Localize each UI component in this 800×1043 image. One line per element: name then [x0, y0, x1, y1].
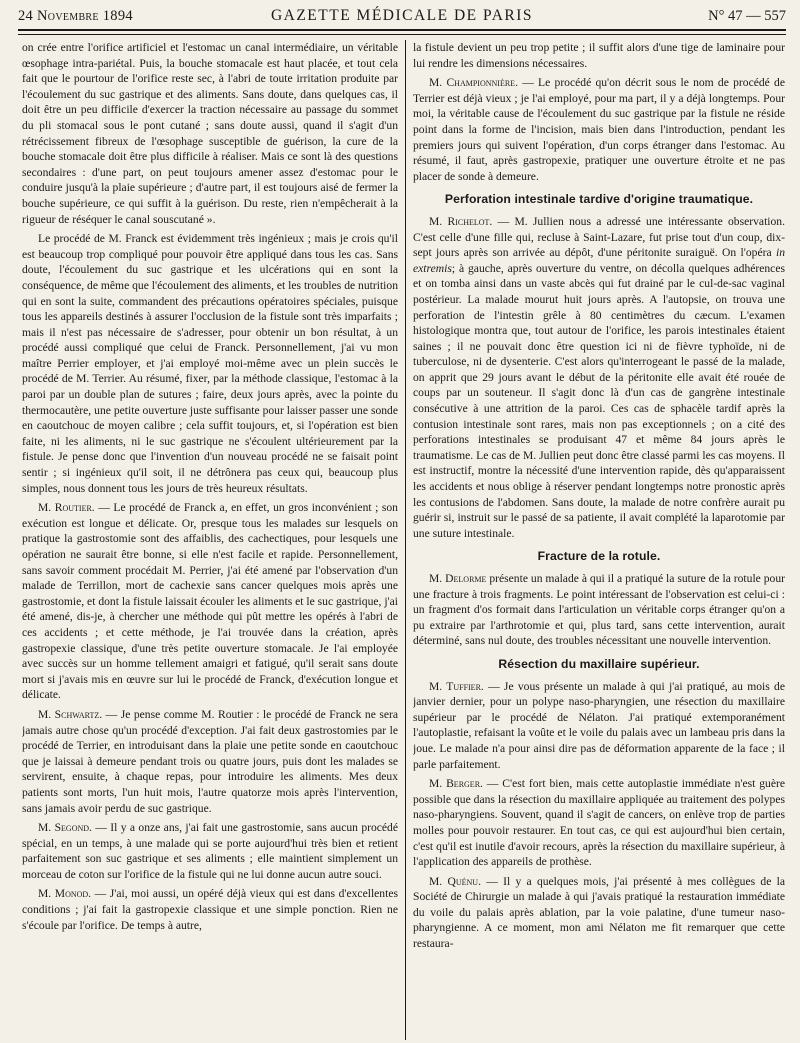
- header-rule-thin: [18, 34, 786, 35]
- section-heading: Perforation intestinale tardive d'origine traumatique.: [444, 192, 754, 207]
- paragraph-text: ; à gauche, après ouverture du ventre, on décolla quelques adhérences et on tomba ainsi dans un vaste abcès qui fut drainé par le cul-de-sac vaginal postérieur. La malade mourut huit jours après. A l'autopsie, on trouva une perforation de l'intestin grêle à 80 centimètres du cæcum. L'examen histologique montra que, tout autour de l'orifice, les parois intestinales étaient saines ; il ne pouvait donc être question ici ni de fièvre typhoïde, ni de tuberculose, ni de dysenterie. C'est alors qu'interrogeant le passé de la malade, on apprit que 29 jours avant le début de la péritonite elle avait été rouée de coups par un souteneur. Il s'agit donc là d'un cas de gangrène intestinale consécutive à une attrition de la paroi. Ces cas de sphacèle tardif après la contusion intestinale sont rares, mais non pas exceptionnels ; on a cité des perforations intestinales se produisant 47 et même 84 jours après le traumatisme. Le cas de M. Jullien peut donc être classé parmi les cas moyens. Il est instructif, montre la nécessité d'une intervention rapide, dès qu'apparaissent les accidents et nous oblige à réserver pendant longtemps notre pronostic après les contusions de l'abdomen. Sans doute, la malade de notre confrère aurait pu guérir si, instruit sur le passé de sa patiente, il avait complété la laparotomie par une suture intestinale.: [413, 261, 785, 540]
- header-rule-thick: [18, 29, 786, 31]
- paragraph: [413, 214, 785, 541]
- paragraph: [22, 886, 398, 933]
- paragraph: [413, 776, 785, 870]
- paragraph-text: — Le procédé de Franck a, en effet, un gros inconvénient ; son exécution est longue et délicate. Or, presque tous les malades sur lesquels on pratique la gastrostomie sont des affaiblis, des cachectiques, pour lesquels une opération ne saurait être bonne, si elle n'est facile et rapide. Personnellement, sans savoir comment procédait M. Perrier, j'ai été amené par l'observation d'un malade de Terrillon, mort de cachexie sans cancer quelques mois après une gastrostomie, et dont la fistule laissait écouler les aliments et le suc gastrique, j'ai été amené, dis-je, à chercher une méthode qui pût mettre les opérés à l'abri de ces accidents ; et cette méthode, je l'ai trouvée dans la création, après gastropexie classique, d'une très petite ouverture stomacale. Je l'ai employée avec succès sur un homme tellement amaigri et fatigué, qu'il serait sans doute mort si j'avais mis en œuvre sur lui le procédé de Franck, d'exécution longue et délicate.: [22, 501, 398, 702]
- speaker-name: M. Quénu.: [429, 874, 481, 888]
- journal-title: GAZETTE MÉDICALE DE PARIS: [270, 7, 534, 24]
- page-number: N° 47 — 557: [708, 8, 786, 24]
- paragraph: [22, 820, 398, 882]
- paragraph-text: — Le procédé qu'on décrit sous le nom de procédé de Terrier est déjà vieux ; je l'ai employé, pour ma part, il y a déjà longtemps. Pour moi, la véritable cause de l'écoulement du suc gastrique par la fistule ne réside point dans la forme de l'incision, mais bien dans l'introduction, pendant les premiers jours qui suivent l'opération, d'un corps étranger dans l'estomac. Au résumé, il faut, après gastropexie, pratiquer une ouverture étroite et ne pas placer de sonde à demeure.: [413, 76, 785, 183]
- paragraph: [413, 571, 785, 649]
- issue-date: 24 Novembre 1894: [18, 8, 133, 24]
- paragraph-text: — J'ai, moi aussi, un opéré déjà vieux qui est dans d'excellentes conditions ; j'ai fait la gastropexie classique et une simple ponction. Rien ne s'écoule par l'orifice. De temps à autre,: [22, 887, 398, 932]
- left-column: [22, 40, 398, 1040]
- paragraph: [413, 874, 785, 952]
- section-heading: Résection du maxillaire supérieur.: [498, 656, 700, 671]
- paragraph: [413, 679, 785, 773]
- paragraph-text: — Il y a quelques mois, j'ai présenté à mes collègues de la Société de Chirurgie un malade à qui j'avais pratiqué la restauration immédiate du voile du palais après ablation, par la voie palatine, d'une tumeur naso-pharyngienne. A ce moment, mon ami Nélaton me fit remarquer que cette restaura-: [413, 874, 785, 951]
- speaker-name: M. Championnière.: [429, 76, 518, 90]
- paragraph-text: — C'est fort bien, mais cette autoplastie immédiate n'est guère possible que dans la résection du maxillaire appliquée au traitement des polypes naso-pharyngiens. Souvent, quand il s'agit de cancers, on enlève trop de parties molles pour pouvoir restaurer. En tout cas, ce qui est aujourd'hui bien certain, c'est qu'il est inutile d'avoir recours, après la résection du maxillaire supérieur, à l'application des appareils de prothèse.: [413, 777, 785, 869]
- paragraph: Le procédé de M. Franck est évidemment très ingénieux ; mais je crois qu'il est beaucoup trop compliqué pour pouvoir être appliqué dans tous les cas. Sans doute, l'écoulement du suc gastrique et les ulcérations qui en sont la conséquence, de même que l'écoulement des aliments, et les troubles de nutrition qui en sont la suite, commandent des précautions opératoires spéciales, puisque tous les appareils destinés à assurer l'occlusion de la fistule sont très imparfaits ; mais il n'est pas nécessaire de s'adresser, pour obtenir un bon résultat, à un procédé aussi compliqué que celui de Franck. Personnellement, j'ai vu mon maître Perrier employer, et j'ai employé moi-même avec un plein succès le procédé de M. Terrier. Au résumé, fixer, par la méthode classique, l'estomac à la paroi par un double plan de sutures ; faire, deux jours après, avec la pointe du thermocautère, une petite ouverture juste suffisante pour laisser passer une sonde en caoutchouc de moyen calibre ; cela suffit toujours, et, si l'opération est bien faite, ni les aliments, ni le suc gastrique ne s'écoulent ultérieurement par la fistule. Je pense donc que l'invention d'un nouveau procédé ne se faisait point sentir ; si ingénieux qu'il soit, il ne détrônera pas ceux qui, beaucoup plus simples, nous donnent tous les jours de très heureux résultats.: [22, 232, 398, 495]
- paragraph: [413, 75, 785, 184]
- paragraph-text: — Je pense comme M. Routier : le procédé de Franck ne sera jamais autre chose qu'un procédé d'exception. J'ai fait deux gastrostomies par le procédé de Terrier, en introduisant dans la plaie une petite sonde en caoutchouc que je laissai à demeure pendant trois ou quatre jours, puis dont les malades se servirent, ensuite, à chaque repas, pour introduire les aliments. Mes deux patients sont morts, l'un huit mois, l'autre quatorze mois après l'intervention, sans jamais avoir perdu de suc gastrique.: [22, 707, 398, 815]
- paragraph: [22, 500, 398, 703]
- paragraph: la fistule devient un peu trop petite ; il suffit alors d'une tige de laminaire pour lui rendre les dimensions nécessaires.: [413, 41, 785, 70]
- paragraph-text: présente un malade à qui il a pratiqué la suture de la rotule pour une fracture à trois fragments. Le point intéressant de l'observation est celui-ci : un fragment d'os formait dans l'articulation un véritable corps étranger qu'on a pu extraire par l'arthrotomie et qui, plus tard, sans cette intervention, aurait déterminé, sans nul doute, des troubles nécessitant une nouvelle intervention.: [413, 572, 785, 648]
- paragraph-text: — M. Jullien nous a adressé une intéressante observation. C'est celle d'une fille qui, recluse à Saint-Lazare, fut prise tout d'un coup, dix-sept jours après son arrivée au dépôt, d'une péritonite suraiguë. On l'opéra: [413, 214, 785, 260]
- paragraph: [22, 707, 398, 816]
- paragraph-text: — Il y a onze ans, j'ai fait une gastrostomie, sans aucun procédé spécial, en un temps, à une malade qui se porte aujourd'hui très bien et retient parfaitement son suc gastrique et ses aliments ; elle maintient simplement un morceau de coton sur l'orifice de la fistule qui ne lui donne aucun autre souci.: [22, 821, 398, 881]
- page-header: [18, 6, 786, 26]
- speaker-name: M. Tuffier.: [429, 679, 484, 693]
- speaker-name: M. Routier.: [38, 501, 95, 515]
- speaker-name: M. Richelot.: [429, 214, 493, 228]
- paragraph: on crée entre l'orifice artificiel et l'estomac un canal intermédiaire, un véritable œsophage intra-pariétal. Puis, la bouche stomacale est haut placée, et tout cela fait que le pourtour de l'orifice reste sec, à l'abri de toute irritation produite par l'écoulement du suc gastrique et des aliments. Sans doute, dans quelques cas, il doit être un peu difficile d'exercer la traction nécessaire au passage du sommet du pli stomacal sous le pont cutané ; sans doute aussi, quand il s'agit d'un rétrécissement fibreux de l'œsophage susceptible de guérison, la cure de la bouche stomacale doit être plus difficile à réaliser. Mais ce sont là des questions secondaires : d'une part, on peut toujours amener assez d'estomac pour le conduire jusqu'à la plaie supérieure ; d'autre part, il est toujours aisé de fermer la bouche supérieure, ce qui suffit à la guérison. Du reste, rien n'empêcherait à la rigueur de réséquer le canal souscutané ».: [22, 41, 398, 226]
- speaker-name: M. Schwartz.: [38, 707, 103, 721]
- column-divider: [405, 40, 406, 1040]
- paragraph-text: — Je vous présente un malade à qui j'ai pratiqué, au mois de janvier dernier, pour un polype naso-pharyngien, une résection du maxillaire supérieur par le procédé de Nélaton. J'ai pratiqué extemporanément l'autoplastie, refaisant la voûte et le voile du palais avec un lambeau pris dans la joue. Le malade n'a pour ainsi dire pas de déformation apparente de la face ; il parle parfaitement.: [413, 679, 785, 771]
- right-column: [413, 40, 785, 1040]
- speaker-name: M. Monod.: [38, 887, 92, 901]
- speaker-name: M. Delorme: [429, 572, 487, 585]
- italic-phrase: in extremis: [413, 246, 785, 275]
- speaker-name: M. Berger.: [429, 777, 483, 791]
- section-heading: Fracture de la rotule.: [537, 549, 661, 564]
- speaker-name: M. Segond.: [38, 821, 92, 835]
